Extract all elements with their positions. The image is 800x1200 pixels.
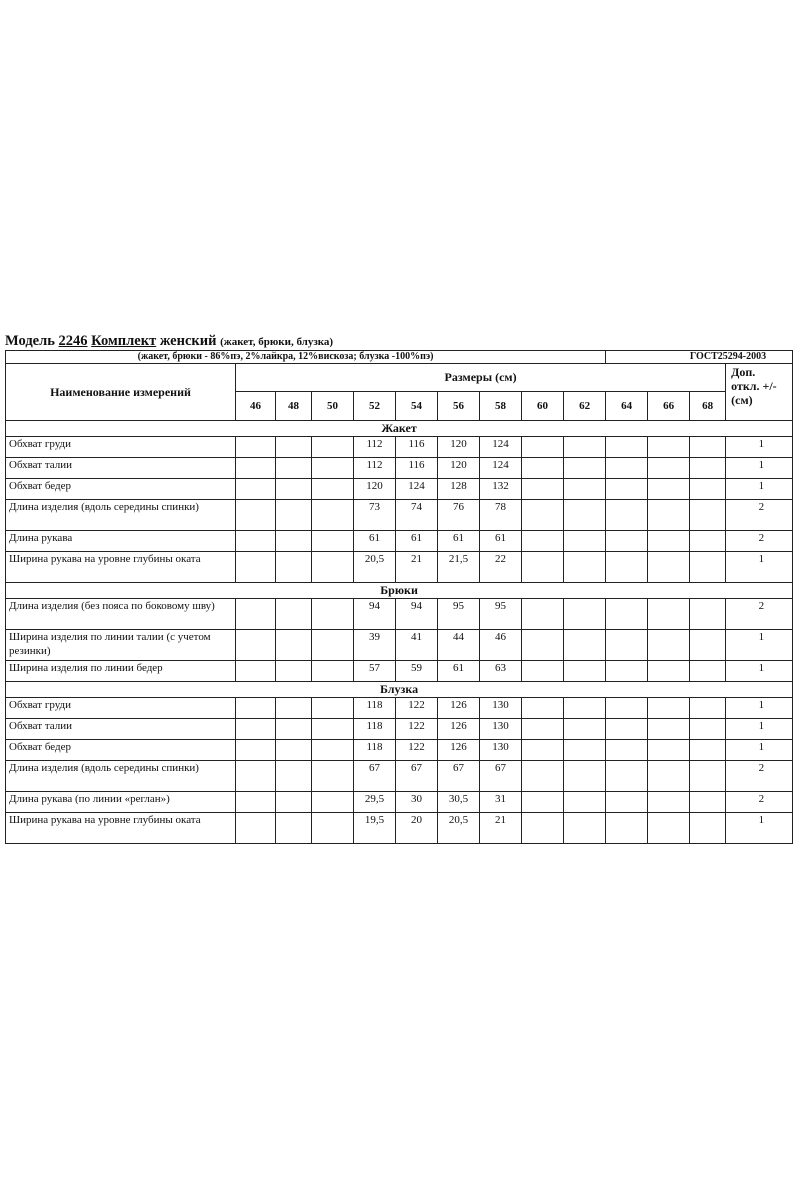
- empty-cell: [522, 661, 564, 682]
- tolerance-cell: 2: [726, 531, 793, 552]
- value-cell: 118: [354, 698, 396, 719]
- measurement-name: Длина изделия (без пояса по боковому шву): [6, 599, 236, 630]
- empty-cell: [522, 630, 564, 661]
- empty-cell: [276, 761, 312, 792]
- empty-cell: [648, 437, 690, 458]
- value-cell: 59: [396, 661, 438, 682]
- empty-cell: [648, 719, 690, 740]
- empty-cell: [606, 792, 648, 813]
- empty-cell: [276, 458, 312, 479]
- empty-cell: [606, 630, 648, 661]
- empty-cell: [690, 458, 726, 479]
- empty-cell: [236, 740, 276, 761]
- empty-cell: [522, 761, 564, 792]
- table-row: [6, 479, 793, 500]
- value-cell: 122: [396, 740, 438, 761]
- empty-cell: [648, 479, 690, 500]
- header-sizes: Размеры (см): [236, 364, 726, 392]
- empty-cell: [236, 458, 276, 479]
- empty-cell: [312, 437, 354, 458]
- empty-cell: [606, 479, 648, 500]
- empty-cell: [312, 599, 354, 630]
- empty-cell: [606, 761, 648, 792]
- value-cell: 118: [354, 719, 396, 740]
- section-title: Жакет: [6, 421, 793, 437]
- tolerance-cell: 1: [726, 458, 793, 479]
- table-row: [6, 458, 793, 479]
- value-cell: 30,5: [438, 792, 480, 813]
- empty-cell: [648, 813, 690, 844]
- table-row: [6, 761, 793, 792]
- empty-cell: [236, 719, 276, 740]
- value-cell: 78: [480, 500, 522, 531]
- empty-cell: [236, 792, 276, 813]
- empty-cell: [312, 479, 354, 500]
- title-prefix: Модель: [5, 333, 59, 349]
- empty-cell: [522, 813, 564, 844]
- value-cell: 130: [480, 740, 522, 761]
- tolerance-cell: 1: [726, 740, 793, 761]
- measurement-name: Обхват талии: [6, 719, 236, 740]
- value-cell: 132: [480, 479, 522, 500]
- empty-cell: [690, 552, 726, 583]
- value-cell: 74: [396, 500, 438, 531]
- section-header-row: [6, 421, 793, 437]
- size-header-cell: 62: [564, 392, 606, 421]
- empty-cell: [606, 813, 648, 844]
- empty-cell: [522, 599, 564, 630]
- empty-cell: [276, 479, 312, 500]
- size-header-cell: 56: [438, 392, 480, 421]
- empty-cell: [312, 698, 354, 719]
- empty-cell: [564, 479, 606, 500]
- value-cell: 120: [438, 458, 480, 479]
- empty-cell: [606, 740, 648, 761]
- value-cell: 124: [396, 479, 438, 500]
- tolerance-cell: 2: [726, 500, 793, 531]
- title-subtitle: (жакет, брюки, блузка): [220, 336, 334, 348]
- table-row: [6, 661, 793, 682]
- empty-cell: [236, 437, 276, 458]
- empty-cell: [522, 479, 564, 500]
- empty-cell: [690, 813, 726, 844]
- empty-cell: [564, 437, 606, 458]
- measurement-name: Обхват груди: [6, 698, 236, 719]
- tolerance-cell: 1: [726, 630, 793, 661]
- empty-cell: [312, 761, 354, 792]
- value-cell: 126: [438, 740, 480, 761]
- empty-cell: [648, 599, 690, 630]
- tolerance-cell: 1: [726, 719, 793, 740]
- size-header-cell: 68: [690, 392, 726, 421]
- empty-cell: [276, 740, 312, 761]
- value-cell: 61: [438, 661, 480, 682]
- empty-cell: [236, 630, 276, 661]
- value-cell: 61: [396, 531, 438, 552]
- empty-cell: [522, 719, 564, 740]
- empty-cell: [236, 531, 276, 552]
- empty-cell: [690, 761, 726, 792]
- tolerance-cell: 1: [726, 552, 793, 583]
- empty-cell: [690, 661, 726, 682]
- empty-cell: [312, 531, 354, 552]
- empty-cell: [522, 552, 564, 583]
- size-header-cell: 64: [606, 392, 648, 421]
- empty-cell: [690, 630, 726, 661]
- empty-cell: [606, 531, 648, 552]
- empty-cell: [236, 661, 276, 682]
- value-cell: 39: [354, 630, 396, 661]
- value-cell: 120: [438, 437, 480, 458]
- value-cell: 118: [354, 740, 396, 761]
- size-header-cell: 50: [312, 392, 354, 421]
- empty-cell: [312, 500, 354, 531]
- value-cell: 19,5: [354, 813, 396, 844]
- section-header-row: [6, 583, 793, 599]
- value-cell: 122: [396, 698, 438, 719]
- empty-cell: [276, 437, 312, 458]
- empty-cell: [690, 437, 726, 458]
- empty-cell: [236, 698, 276, 719]
- empty-cell: [564, 599, 606, 630]
- empty-cell: [236, 552, 276, 583]
- empty-cell: [522, 437, 564, 458]
- value-cell: 124: [480, 458, 522, 479]
- value-cell: 41: [396, 630, 438, 661]
- value-cell: 95: [438, 599, 480, 630]
- tolerance-cell: 2: [726, 792, 793, 813]
- empty-cell: [690, 479, 726, 500]
- empty-cell: [648, 740, 690, 761]
- value-cell: 20,5: [438, 813, 480, 844]
- value-cell: 61: [438, 531, 480, 552]
- tolerance-cell: 2: [726, 599, 793, 630]
- value-cell: 29,5: [354, 792, 396, 813]
- size-header-cell: 46: [236, 392, 276, 421]
- value-cell: 126: [438, 698, 480, 719]
- value-cell: 20,5: [354, 552, 396, 583]
- value-cell: 67: [354, 761, 396, 792]
- section-title: Блузка: [6, 682, 793, 698]
- section-header-row: [6, 682, 793, 698]
- empty-cell: [522, 500, 564, 531]
- empty-cell: [564, 761, 606, 792]
- value-cell: 67: [396, 761, 438, 792]
- header-row: [6, 364, 793, 392]
- empty-cell: [648, 531, 690, 552]
- value-cell: 120: [354, 479, 396, 500]
- measurement-name: Длина рукава: [6, 531, 236, 552]
- value-cell: 94: [354, 599, 396, 630]
- empty-cell: [312, 792, 354, 813]
- composition-text: (жакет, брюки - 86%пэ, 2%лайкра, 12%вискоза; блузка -100%пэ): [6, 351, 606, 364]
- empty-cell: [648, 552, 690, 583]
- header-tolerance-line: Доп.: [731, 365, 756, 379]
- empty-cell: [564, 698, 606, 719]
- value-cell: 46: [480, 630, 522, 661]
- value-cell: 31: [480, 792, 522, 813]
- value-cell: 112: [354, 437, 396, 458]
- empty-cell: [564, 458, 606, 479]
- measurement-name: Длина изделия (вдоль середины спинки): [6, 500, 236, 531]
- empty-cell: [312, 552, 354, 583]
- document-title: [5, 332, 792, 350]
- table-row: [6, 792, 793, 813]
- empty-cell: [276, 599, 312, 630]
- measurement-name: Обхват бедер: [6, 479, 236, 500]
- empty-cell: [564, 813, 606, 844]
- empty-cell: [564, 531, 606, 552]
- table-row: [6, 719, 793, 740]
- empty-cell: [606, 500, 648, 531]
- value-cell: 44: [438, 630, 480, 661]
- empty-cell: [564, 792, 606, 813]
- empty-cell: [522, 792, 564, 813]
- title-word: Комплект: [91, 333, 157, 349]
- empty-cell: [648, 458, 690, 479]
- empty-cell: [648, 761, 690, 792]
- measurement-name: Ширина рукава на уровне глубины оката: [6, 552, 236, 583]
- table-row: [6, 531, 793, 552]
- size-header-cell: 66: [648, 392, 690, 421]
- value-cell: 21,5: [438, 552, 480, 583]
- empty-cell: [276, 630, 312, 661]
- empty-cell: [564, 740, 606, 761]
- empty-cell: [690, 500, 726, 531]
- table-row: [6, 500, 793, 531]
- title-model-number: 2246: [58, 333, 88, 349]
- measurement-name: Длина изделия (вдоль середины спинки): [6, 761, 236, 792]
- empty-cell: [690, 792, 726, 813]
- table-row: [6, 437, 793, 458]
- empty-cell: [276, 813, 312, 844]
- value-cell: 122: [396, 719, 438, 740]
- empty-cell: [606, 698, 648, 719]
- empty-cell: [276, 719, 312, 740]
- measurement-name: Ширина изделия по линии талии (с учетом резинки): [6, 630, 236, 661]
- tolerance-cell: 1: [726, 813, 793, 844]
- empty-cell: [276, 661, 312, 682]
- empty-cell: [522, 531, 564, 552]
- value-cell: 130: [480, 719, 522, 740]
- value-cell: 73: [354, 500, 396, 531]
- empty-cell: [312, 661, 354, 682]
- empty-cell: [564, 500, 606, 531]
- empty-cell: [276, 500, 312, 531]
- empty-cell: [606, 458, 648, 479]
- header-tolerance-line: (см): [731, 393, 753, 407]
- size-chart-document: [5, 332, 792, 844]
- section-title: Брюки: [6, 583, 793, 599]
- size-header-cell: 48: [276, 392, 312, 421]
- value-cell: 30: [396, 792, 438, 813]
- empty-cell: [564, 630, 606, 661]
- value-cell: 57: [354, 661, 396, 682]
- measurement-name: Обхват талии: [6, 458, 236, 479]
- tolerance-cell: 1: [726, 698, 793, 719]
- value-cell: 20: [396, 813, 438, 844]
- empty-cell: [690, 599, 726, 630]
- empty-cell: [690, 698, 726, 719]
- empty-cell: [312, 719, 354, 740]
- empty-cell: [606, 552, 648, 583]
- empty-cell: [648, 661, 690, 682]
- empty-cell: [312, 458, 354, 479]
- header-measurement-name: Наименование измерений: [6, 364, 236, 421]
- table-row: [6, 630, 793, 661]
- measurements-table: [5, 350, 793, 844]
- value-cell: 94: [396, 599, 438, 630]
- empty-cell: [564, 719, 606, 740]
- table-row: [6, 740, 793, 761]
- empty-cell: [606, 599, 648, 630]
- empty-cell: [236, 813, 276, 844]
- measurement-name: Обхват бедер: [6, 740, 236, 761]
- empty-cell: [236, 500, 276, 531]
- size-header-cell: 60: [522, 392, 564, 421]
- empty-cell: [690, 531, 726, 552]
- empty-cell: [276, 552, 312, 583]
- empty-cell: [690, 719, 726, 740]
- empty-cell: [648, 500, 690, 531]
- title-suffix: женский: [156, 333, 221, 349]
- size-header-cell: 52: [354, 392, 396, 421]
- table-row: [6, 698, 793, 719]
- empty-cell: [606, 719, 648, 740]
- tolerance-cell: 1: [726, 437, 793, 458]
- value-cell: 76: [438, 500, 480, 531]
- empty-cell: [236, 599, 276, 630]
- empty-cell: [648, 792, 690, 813]
- value-cell: 95: [480, 599, 522, 630]
- value-cell: 63: [480, 661, 522, 682]
- measurement-name: Ширина изделия по линии бедер: [6, 661, 236, 682]
- size-header-cell: 54: [396, 392, 438, 421]
- empty-cell: [236, 479, 276, 500]
- value-cell: 21: [480, 813, 522, 844]
- value-cell: 22: [480, 552, 522, 583]
- tolerance-cell: 1: [726, 479, 793, 500]
- empty-cell: [312, 813, 354, 844]
- table-row: [6, 813, 793, 844]
- empty-cell: [606, 661, 648, 682]
- value-cell: 61: [480, 531, 522, 552]
- empty-cell: [276, 531, 312, 552]
- empty-cell: [312, 630, 354, 661]
- value-cell: 126: [438, 719, 480, 740]
- empty-cell: [522, 740, 564, 761]
- header-tolerance: [726, 364, 793, 421]
- size-header-cell: 58: [480, 392, 522, 421]
- empty-cell: [564, 552, 606, 583]
- measurement-name: Длина рукава (по линии «реглан»): [6, 792, 236, 813]
- value-cell: 116: [396, 437, 438, 458]
- value-cell: 67: [480, 761, 522, 792]
- value-cell: 21: [396, 552, 438, 583]
- measurement-name: Обхват груди: [6, 437, 236, 458]
- value-cell: 67: [438, 761, 480, 792]
- table-row: [6, 599, 793, 630]
- measurement-name: Ширина рукава на уровне глубины оката: [6, 813, 236, 844]
- gost-text: ГОСТ25294-2003: [606, 351, 793, 364]
- empty-cell: [276, 698, 312, 719]
- tolerance-cell: 1: [726, 661, 793, 682]
- value-cell: 130: [480, 698, 522, 719]
- table-row: [6, 552, 793, 583]
- value-cell: 124: [480, 437, 522, 458]
- empty-cell: [648, 630, 690, 661]
- value-cell: 116: [396, 458, 438, 479]
- empty-cell: [690, 740, 726, 761]
- empty-cell: [522, 458, 564, 479]
- tolerance-cell: 2: [726, 761, 793, 792]
- empty-cell: [276, 792, 312, 813]
- value-cell: 112: [354, 458, 396, 479]
- empty-cell: [312, 740, 354, 761]
- composition-row: [6, 351, 793, 364]
- empty-cell: [648, 698, 690, 719]
- value-cell: 128: [438, 479, 480, 500]
- empty-cell: [606, 437, 648, 458]
- value-cell: 61: [354, 531, 396, 552]
- empty-cell: [236, 761, 276, 792]
- empty-cell: [522, 698, 564, 719]
- empty-cell: [564, 661, 606, 682]
- header-tolerance-line: откл. +/-: [731, 379, 777, 393]
